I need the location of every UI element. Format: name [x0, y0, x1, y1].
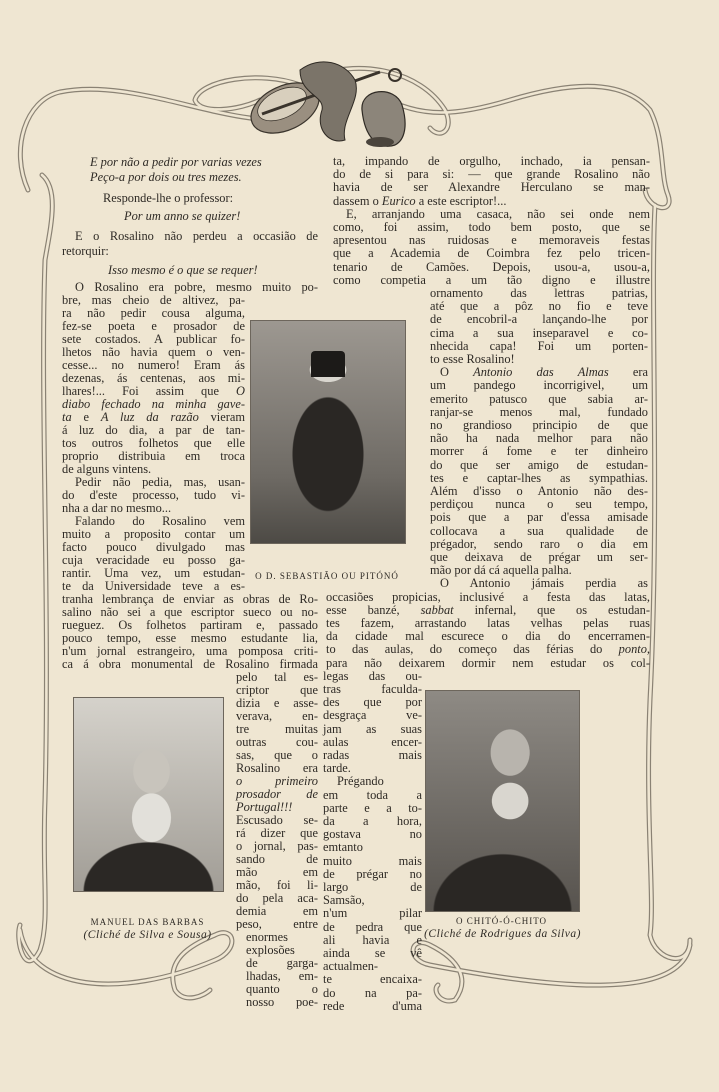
- text-line: apresentou nas ruidosas e memoraveis festas: [333, 233, 650, 248]
- text-line: tes e captar-lhes as sympathias.: [430, 470, 648, 485]
- text-line: actualmen-: [323, 959, 379, 974]
- text-line: de garga-: [246, 956, 318, 970]
- photo-caption: O CHITÓ-Ó-CHITO: [455, 916, 548, 926]
- text-line: n'um pilar: [323, 906, 422, 921]
- text-line: lhadas, em-: [246, 969, 318, 983]
- text-line: como, foi assim, todo bem posto, que se: [333, 220, 650, 234]
- text-line: do que ser amigo de estudan-: [430, 457, 648, 472]
- verse-line: E por não a pedir por varias vezes: [90, 155, 262, 169]
- italic-text: ta: [62, 410, 72, 424]
- photo-chito-o-chito: [425, 690, 580, 912]
- text-line: de alguns vintens.: [62, 462, 152, 476]
- text-line: cima a sua inseparavel e co-: [430, 325, 648, 340]
- paragraph-line: retorquir:: [62, 244, 109, 258]
- photo-credit: (Cliché de Rodrigues da Silva): [424, 928, 581, 940]
- text-line: des que por: [323, 695, 422, 710]
- text-line: ornamento das lettras patrias,: [430, 286, 648, 300]
- text-line: te da Universidade teve a es-: [62, 579, 245, 593]
- text-line: enormes: [246, 930, 288, 944]
- text-line: ta, impando de orgulho, inchado, ia pensan-: [333, 154, 650, 168]
- text-line: explosões: [246, 943, 295, 957]
- text-line: collocava a sua qualidade de: [430, 523, 648, 538]
- text-line: salino não sei a que escriptor sueco ou no-: [62, 605, 318, 619]
- text-line: aulas encer-: [323, 734, 422, 749]
- text-line: pelo tal es-: [236, 670, 318, 684]
- text-line: do na pa-: [323, 985, 422, 1000]
- text-line: mão em: [236, 865, 318, 879]
- text-line: mão por dá cá aquella palha.: [430, 563, 572, 578]
- text-line: proprio distribuia em troca: [62, 449, 245, 463]
- text-line: do pela aca-: [236, 891, 318, 905]
- text-segment: e: [71, 410, 101, 424]
- text-line: da a hora,: [323, 814, 422, 828]
- text-line: gostava no: [323, 827, 422, 842]
- text-line: legas das ou-: [323, 668, 422, 683]
- text-line: emerito patusco que sabia ar-: [430, 391, 648, 406]
- text-segment: O: [440, 365, 474, 380]
- text-line: quanto o: [246, 982, 318, 996]
- paragraph-line: Responde-lhe o professor:: [103, 191, 234, 205]
- text-segment: vieram: [198, 410, 246, 424]
- text-line: pouco tempo, esse mesmo estudante lia,: [62, 631, 318, 645]
- text-line: que a Academia de Coimbra fez pelo tricen-: [333, 246, 650, 261]
- text-line: Prégando: [337, 774, 384, 789]
- text-line: facto pouco divulgado mas: [62, 540, 245, 554]
- text-line: ra não pedir cousa alguma,: [62, 306, 245, 320]
- italic-text: Portugal!!!: [236, 800, 293, 814]
- text-line: sas, que o: [236, 748, 318, 762]
- text-line: não ha nada melhor para não: [430, 431, 648, 446]
- photo-manuel-das-barbas: [73, 697, 224, 892]
- text-line: á luz do dia, a par de tan-: [62, 423, 245, 437]
- text-segment: esse banzé,: [326, 602, 421, 617]
- text-line: ali havia e: [323, 932, 422, 947]
- top-hat: [311, 351, 345, 377]
- text-line: havia de ser Alexandre Herculano se man-: [333, 180, 650, 195]
- text-line: tes fazem, arrastando latas velhas pelas ruas: [326, 616, 650, 630]
- text-line: lhetos não havia quem o ven-: [62, 345, 245, 359]
- text-line: jam as suas: [323, 721, 422, 736]
- text-line: um pandego incorrigivel, um: [430, 378, 648, 393]
- text-line: muito mais: [323, 853, 422, 868]
- text-line: de pedra que: [323, 919, 422, 934]
- text-line: prégador, sendo raro o dia em: [430, 536, 648, 551]
- text-segment: infernal, que os estudan-: [453, 602, 651, 617]
- text-line: o jornal, pas-: [236, 839, 318, 853]
- text-line: muito a proposito contar um: [62, 527, 245, 541]
- photo-caption: O D. SEBASTIÃO OU PITÓNÓ: [255, 571, 399, 581]
- italic-text: prosador de: [236, 787, 318, 801]
- text-line: demia em: [236, 904, 318, 918]
- text-line: dezenas, ás centenas, aos mi-: [62, 371, 245, 385]
- text-line: rá dizer que: [236, 826, 318, 840]
- text-line: morrer á fome e ter dinheiro: [430, 444, 648, 459]
- text-line: verava, en-: [236, 709, 318, 723]
- text-line: sete costados. A publicar fo-: [62, 332, 245, 346]
- text-line: pois que a par d'essa amisade: [430, 510, 648, 525]
- text-line: occasiões propicias, inclusivé a festa das latas,: [326, 589, 650, 604]
- text-line: de prégar no: [323, 866, 422, 881]
- text-line: até que a pôz no fio e teve: [430, 299, 648, 314]
- text-line: que deixava de prégar um ser-: [430, 550, 648, 564]
- text-line: n'um jornal estrangeiro, uma pomposa criti-: [62, 644, 318, 658]
- text-line: peso, entre: [236, 917, 318, 931]
- photo-d-sebastiao: [250, 320, 406, 544]
- text-line: Pedir não pedia, mas, usan-: [75, 475, 245, 489]
- text-line: como competia a um tão digno e illustre: [333, 272, 650, 287]
- text-line: tenario de Camões. Depois, usou-a, usou-a,: [333, 259, 650, 274]
- text-line: ca á obra monumental de Rosalino firmada: [62, 657, 318, 671]
- text-line: Samsão,: [323, 893, 365, 908]
- text-line: nhecida capa! Foi um porten-: [430, 338, 648, 353]
- text-line: perdiçou nunca o seu tempo,: [430, 497, 648, 512]
- text-line: em toda a: [323, 787, 422, 802]
- italic-text: ponto,: [618, 642, 650, 657]
- text-line: rueguez. Os folhetos partiram e, passado: [62, 618, 318, 632]
- text-line: tarde.: [323, 761, 351, 776]
- text-line: mão, foi li-: [236, 878, 318, 892]
- text-line: cesse... no numero! Eram ás: [62, 358, 245, 372]
- text-line: para não deixarem dormir nem estudar os col-: [326, 655, 650, 670]
- text-line: de encobril-a lançando-lhe por: [430, 312, 648, 327]
- text-line: bre, mas cheio de altivez, pa-: [62, 293, 245, 307]
- verse-line: Peço-a por dois ou tres mezes.: [90, 170, 242, 184]
- text-line: rantir. Uma vez, um estudan-: [62, 566, 245, 580]
- text-line: nosso poe-: [246, 995, 318, 1009]
- italic-text: diabo fechado na minha gave-: [62, 397, 245, 411]
- paragraph-line: E o Rosalino não perdeu a occasião de: [75, 229, 318, 243]
- text-segment: lhares!... Foi assim que: [62, 384, 237, 398]
- italic-text: Antonio das Almas: [473, 365, 609, 380]
- text-segment: to das aulas, do começo das férias do: [326, 642, 619, 657]
- text-line: fez-se poeta e prosador de: [62, 319, 245, 333]
- text-segment: era: [608, 365, 648, 380]
- photo-caption: MANUEL DAS BARBAS: [90, 917, 205, 927]
- text-line: O Rosalino era pobre, mesmo muito po-: [75, 280, 318, 294]
- text-line: largo de: [323, 880, 422, 894]
- text-segment: dassem o: [333, 193, 382, 208]
- quote-line: Por um anno se quizer!: [124, 209, 241, 223]
- text-line: O Antonio jámais perdia as: [440, 576, 648, 591]
- text-line: Falando do Rosalino vem: [75, 514, 245, 528]
- text-line: tras faculda-: [323, 682, 422, 696]
- text-line: to esse Rosalino!: [430, 352, 515, 366]
- italic-text: Eurico: [381, 193, 416, 208]
- text-line: tos outros folhetos que elle: [62, 436, 245, 450]
- text-line: [326, 643, 650, 656]
- bell-icon: [362, 92, 405, 147]
- italic-text: o primeiro: [236, 774, 318, 788]
- italic-text: sabbat: [420, 602, 454, 617]
- text-line: tre muitas: [236, 722, 318, 736]
- italic-text: O: [236, 384, 245, 398]
- text-line: [326, 604, 650, 617]
- text-line: ranjar-se menos mal, fundado: [430, 404, 648, 419]
- text-line: cuja veracidade eu posso ga-: [62, 553, 245, 567]
- quote-line: Isso mesmo é o que se requer!: [108, 263, 258, 277]
- text-line: dizia e asse-: [236, 696, 318, 710]
- text-line: ainda se vê: [323, 946, 422, 960]
- text-line: Além d'isso o Antonio não des-: [430, 484, 648, 498]
- text-line: da cidade mal escurece o dia do encerramen-: [326, 629, 650, 644]
- text-line: tranha lembrança de enviar as obras de Ro-: [62, 592, 318, 606]
- text-segment: a este escriptor!...: [415, 193, 507, 208]
- text-line: outras cou-: [236, 735, 318, 749]
- text-line: Escusado se-: [236, 813, 318, 827]
- text-line: Rosalino era: [236, 761, 318, 775]
- text-line: [440, 366, 648, 379]
- text-line: emtanto: [323, 840, 363, 855]
- text-line: criptor que: [236, 683, 318, 697]
- text-line: do d'este processo, tudo vi-: [62, 488, 245, 502]
- text-line: rede d'uma: [323, 998, 422, 1013]
- text-line: [333, 195, 650, 208]
- italic-text: A luz da razão: [100, 410, 199, 424]
- text-line: nha a dar no mesmo...: [62, 501, 172, 515]
- text-line: E, arranjando uma casaca, não sei onde nem: [346, 206, 650, 221]
- text-line: radas mais: [323, 748, 422, 762]
- text-line: sando de: [236, 852, 318, 866]
- text-line: parte e a to-: [323, 800, 422, 815]
- text-line: desgraça ve-: [323, 708, 422, 723]
- text-line: do de si para si: — que grande Rosalino não: [333, 167, 650, 182]
- photo-credit: (Cliché de Silva e Sousa): [83, 929, 212, 941]
- text-line: no grandioso principio de que: [430, 418, 648, 432]
- text-line: te encaixa-: [323, 972, 422, 987]
